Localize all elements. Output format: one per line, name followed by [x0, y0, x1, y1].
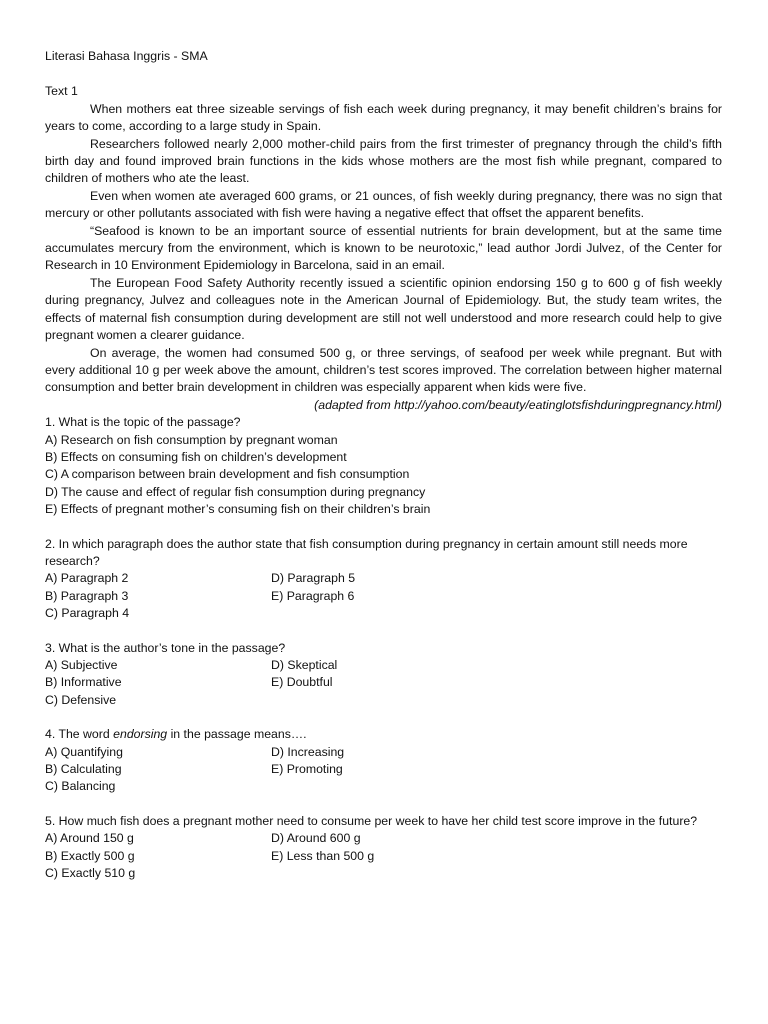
q4-option-c[interactable]: C) Balancing [45, 779, 116, 794]
question-4-emphasis: endorsing [113, 727, 168, 742]
passage-paragraph-1: When mothers eat three sizeable servings of fish each week during pregnancy, it may benefit children’s brains for years to come, according to a large study in Spain. [45, 101, 722, 134]
question-5 [45, 813, 722, 883]
q1-option-a[interactable]: A) Research on fish consumption by pregnant woman [45, 432, 338, 447]
q5-option-b[interactable]: B) Exactly 500 g [45, 848, 135, 863]
q5-option-d[interactable]: D) Around 600 g [271, 831, 361, 846]
reading-passage [45, 101, 722, 397]
spacer [45, 519, 722, 536]
spacer [45, 65, 722, 83]
passage-paragraph-5: The European Food Safety Authority recently issued a scientific opinion endorsing 150 g to 600 g of fish weekly during pregnancy, Julvez and colleagues note in the American Journal of Epidemiology. But, the study team writes, the effects of maternal fish consumption during development are still not well understood and more research could help to give pregnant women a clearer guidance. [45, 275, 722, 343]
q1-option-d[interactable]: D) The cause and effect of regular fish consumption during pregnancy [45, 484, 426, 499]
spacer [45, 623, 722, 640]
q2-options [45, 570, 722, 622]
q4-option-d[interactable]: D) Increasing [271, 744, 345, 759]
q5-option-a[interactable]: A) Around 150 g [45, 831, 134, 846]
question-4 [45, 726, 722, 796]
passage-paragraph-6: On average, the women had consumed 500 g, or three servings, of seafood per week while pregnant. But with every additional 10 g per week above the amount, children’s test scores improved. The correlation between higher maternal consumption and better brain development in children was especially apparent when kids were five. [45, 345, 722, 395]
question-4-text-start: 4. The word [45, 727, 114, 742]
page-title: Literasi Bahasa Inggris - SMA [45, 49, 208, 63]
question-3-text: 3. What is the author’s tone in the passage? [45, 640, 286, 655]
question-1 [45, 414, 722, 518]
q4-options [45, 744, 722, 796]
question-2 [45, 536, 722, 623]
q5-options [45, 830, 722, 882]
q3-options [45, 657, 722, 709]
q1-option-c[interactable]: C) A comparison between brain development and fish consumption [45, 467, 410, 482]
q5-option-c[interactable]: C) Exactly 510 g [45, 866, 136, 881]
q4-option-a[interactable]: A) Quantifying [45, 744, 123, 759]
question-4-text [45, 726, 722, 743]
spacer [45, 796, 722, 813]
q3-option-c[interactable]: C) Defensive [45, 692, 117, 707]
q3-option-b[interactable]: B) Informative [45, 675, 122, 690]
passage-paragraph-2: Researchers followed nearly 2,000 mother-child pairs from the first trimester of pregnancy through the child’s fifth birth day and found improved brain functions in the kids whose mothers are the most fish while pregnant, compared to children of mothers who ate the least. [45, 136, 722, 186]
question-1-text: 1. What is the topic of the passage? [45, 415, 241, 430]
q2-option-b[interactable]: B) Paragraph 3 [45, 588, 129, 603]
q5-option-e[interactable]: E) Less than 500 g [271, 848, 375, 863]
text-label: Text 1 [45, 84, 78, 99]
q2-option-e[interactable]: E) Paragraph 6 [271, 588, 355, 603]
question-3 [45, 640, 722, 710]
passage-source: (adapted from http://yahoo.com/beauty/eatinglotsfishduringpregnancy.html) [314, 397, 722, 412]
q2-option-c[interactable]: C) Paragraph 4 [45, 606, 130, 621]
worksheet-page [45, 48, 722, 882]
question-5-text: 5. How much fish does a pregnant mother need to consume per week to have her child test score improve in the future? [45, 813, 698, 828]
q2-option-d[interactable]: D) Paragraph 5 [271, 571, 356, 586]
q4-option-e[interactable]: E) Promoting [271, 762, 343, 777]
q3-option-e[interactable]: E) Doubtful [271, 675, 333, 690]
question-4-text-end: in the passage means…. [167, 727, 307, 742]
q1-option-e[interactable]: E) Effects of pregnant mother’s consuming fish on their children’s brain [45, 502, 431, 517]
q4-option-b[interactable]: B) Calculating [45, 762, 122, 777]
spacer [45, 709, 722, 726]
q1-option-b[interactable]: B) Effects on consuming fish on children’s development [45, 449, 347, 464]
q3-option-d[interactable]: D) Skeptical [271, 658, 338, 672]
passage-paragraph-3: Even when women ate averaged 600 grams, or 21 ounces, of fish weekly during pregnancy, there was no sign that mercury or other pollutants associated with fish were having a negative effect that offset the apparent benefits. [45, 188, 722, 221]
passage-paragraph-4: “Seafood is known to be an important source of essential nutrients for brain development, but at the same time accumulates mercury from the environment, which is known to be neurotoxic,” lead author Jordi Julvez, of the Center for Research in 10 Environment Epidemiology in Barcelona, said in an email. [45, 223, 722, 273]
q3-option-a[interactable]: A) Subjective [45, 658, 118, 672]
q2-option-a[interactable]: A) Paragraph 2 [45, 571, 129, 586]
question-2-text: 2. In which paragraph does the author state that fish consumption during pregnancy in certain amount still needs more research? [45, 536, 688, 568]
